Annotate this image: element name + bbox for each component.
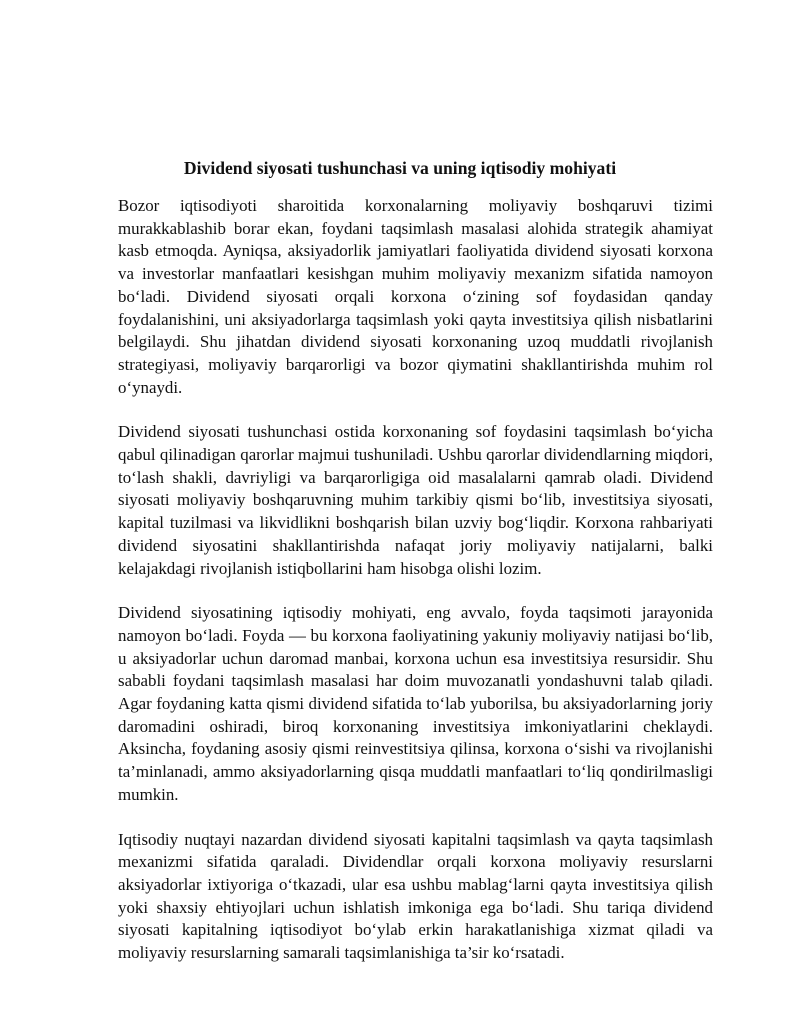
paragraph-economic-essence: Dividend siyosatining iqtisodiy mohiyati, eng avvalo, foyda taqsimoti jarayonida namoyon bo‘ladi. Foyda — bu korxona faoliyatining yakuniy moliyaviy natijasi bo‘lib, u aksiyadorlar uchun daromad manbai, korxona uchun esa investitsiya resursidir. Shu sababli foydani taqsimlash masalasi har doim muvozanatli yondashuvni talab qiladi. Agar foydaning katta qismi dividend sifatida to‘lab yuborilsa, bu aksiyadorlarning joriy daromadini oshiradi, biroq korxonaning investitsiya imkoniyatlarini cheklaydi. Aksincha, foydaning asosiy qismi reinvestitsiya qilinsa, korxona o‘sishi va rivojlanishi ta’minlanadi, ammo aksiyadorlarning qisqa muddatli manfaatlari to‘liq qondirilmasligi mumkin.: [118, 603, 713, 804]
document-body: [118, 195, 713, 987]
document-title: Dividend siyosati tushunchasi va uning iqtisodiy mohiyati: [183, 158, 617, 178]
paragraph-definition: Dividend siyosati tushunchasi ostida korxonaning sof foydasini taqsimlash bo‘yicha qabul qilinadigan qarorlar majmui tushuniladi. Ushbu qarorlar dividendlarning miqdori, to‘lash shakli, davriyligi va barqarorligiga oid masalalarni qamrab oladi. Dividend siyosati moliyaviy boshqaruvning muhim tarkibiy qismi bo‘lib, investitsiya siyosati, kapital tuzilmasi va likvidlikni boshqarish bilan uzviy bog‘liqdir. Korxona rahbariyati dividend siyosatini shakllantirishda nafaqat joriy moliyaviy natijalarni, balki kelajakdagi rivojlanish istiqbollarini ham hisobga olishi lozim.: [118, 422, 713, 578]
paragraph-capital-allocation: Iqtisodiy nuqtayi nazardan dividend siyosati kapitalni taqsimlash va qayta taqsimlash mexanizmi sifatida qaraladi. Dividendlar orqali korxona moliyaviy resurslarni aksiyadorlar ixtiyoriga o‘tkazadi, ular esa ushbu mablag‘larni qayta investitsiya qilish yoki shaxsiy ehtiyojlari uchun ishlatish imkoniga ega bo‘ladi. Shu tariqa dividend siyosati kapitalning iqtisodiyot bo‘ylab erkin harakatlanishiga xizmat qiladi va moliyaviy resurslarning samarali taqsimlanishiga ta’sir ko‘rsatadi.: [118, 829, 713, 963]
paragraph-intro: Bozor iqtisodiyoti sharoitida korxonalarning moliyaviy boshqaruvi tizimi murakkablashib borar ekan, foydani taqsimlash masalasi alohida strategik ahamiyat kasb etmoqda. Ayniqsa, aksiyadorlik jamiyatlari faoliyatida dividend siyosati korxona va investorlar manfaatlari kesishgan muhim moliyaviy mexanizm sifatida namoyon bo‘ladi. Dividend siyosati orqali korxona o‘zining sof foydasidan qanday foydalanishini, uni aksiyadorlarga taqsimlash yoki qayta investitsiya qilish nisbatlarini belgilaydi. Shu jihatdan dividend siyosati korxonaning uzoq muddatli rivojlanish strategiyasi, moliyaviy barqarorligi va bozor qiymatini shakllantirishda muhim rol o‘ynaydi.: [118, 196, 713, 397]
